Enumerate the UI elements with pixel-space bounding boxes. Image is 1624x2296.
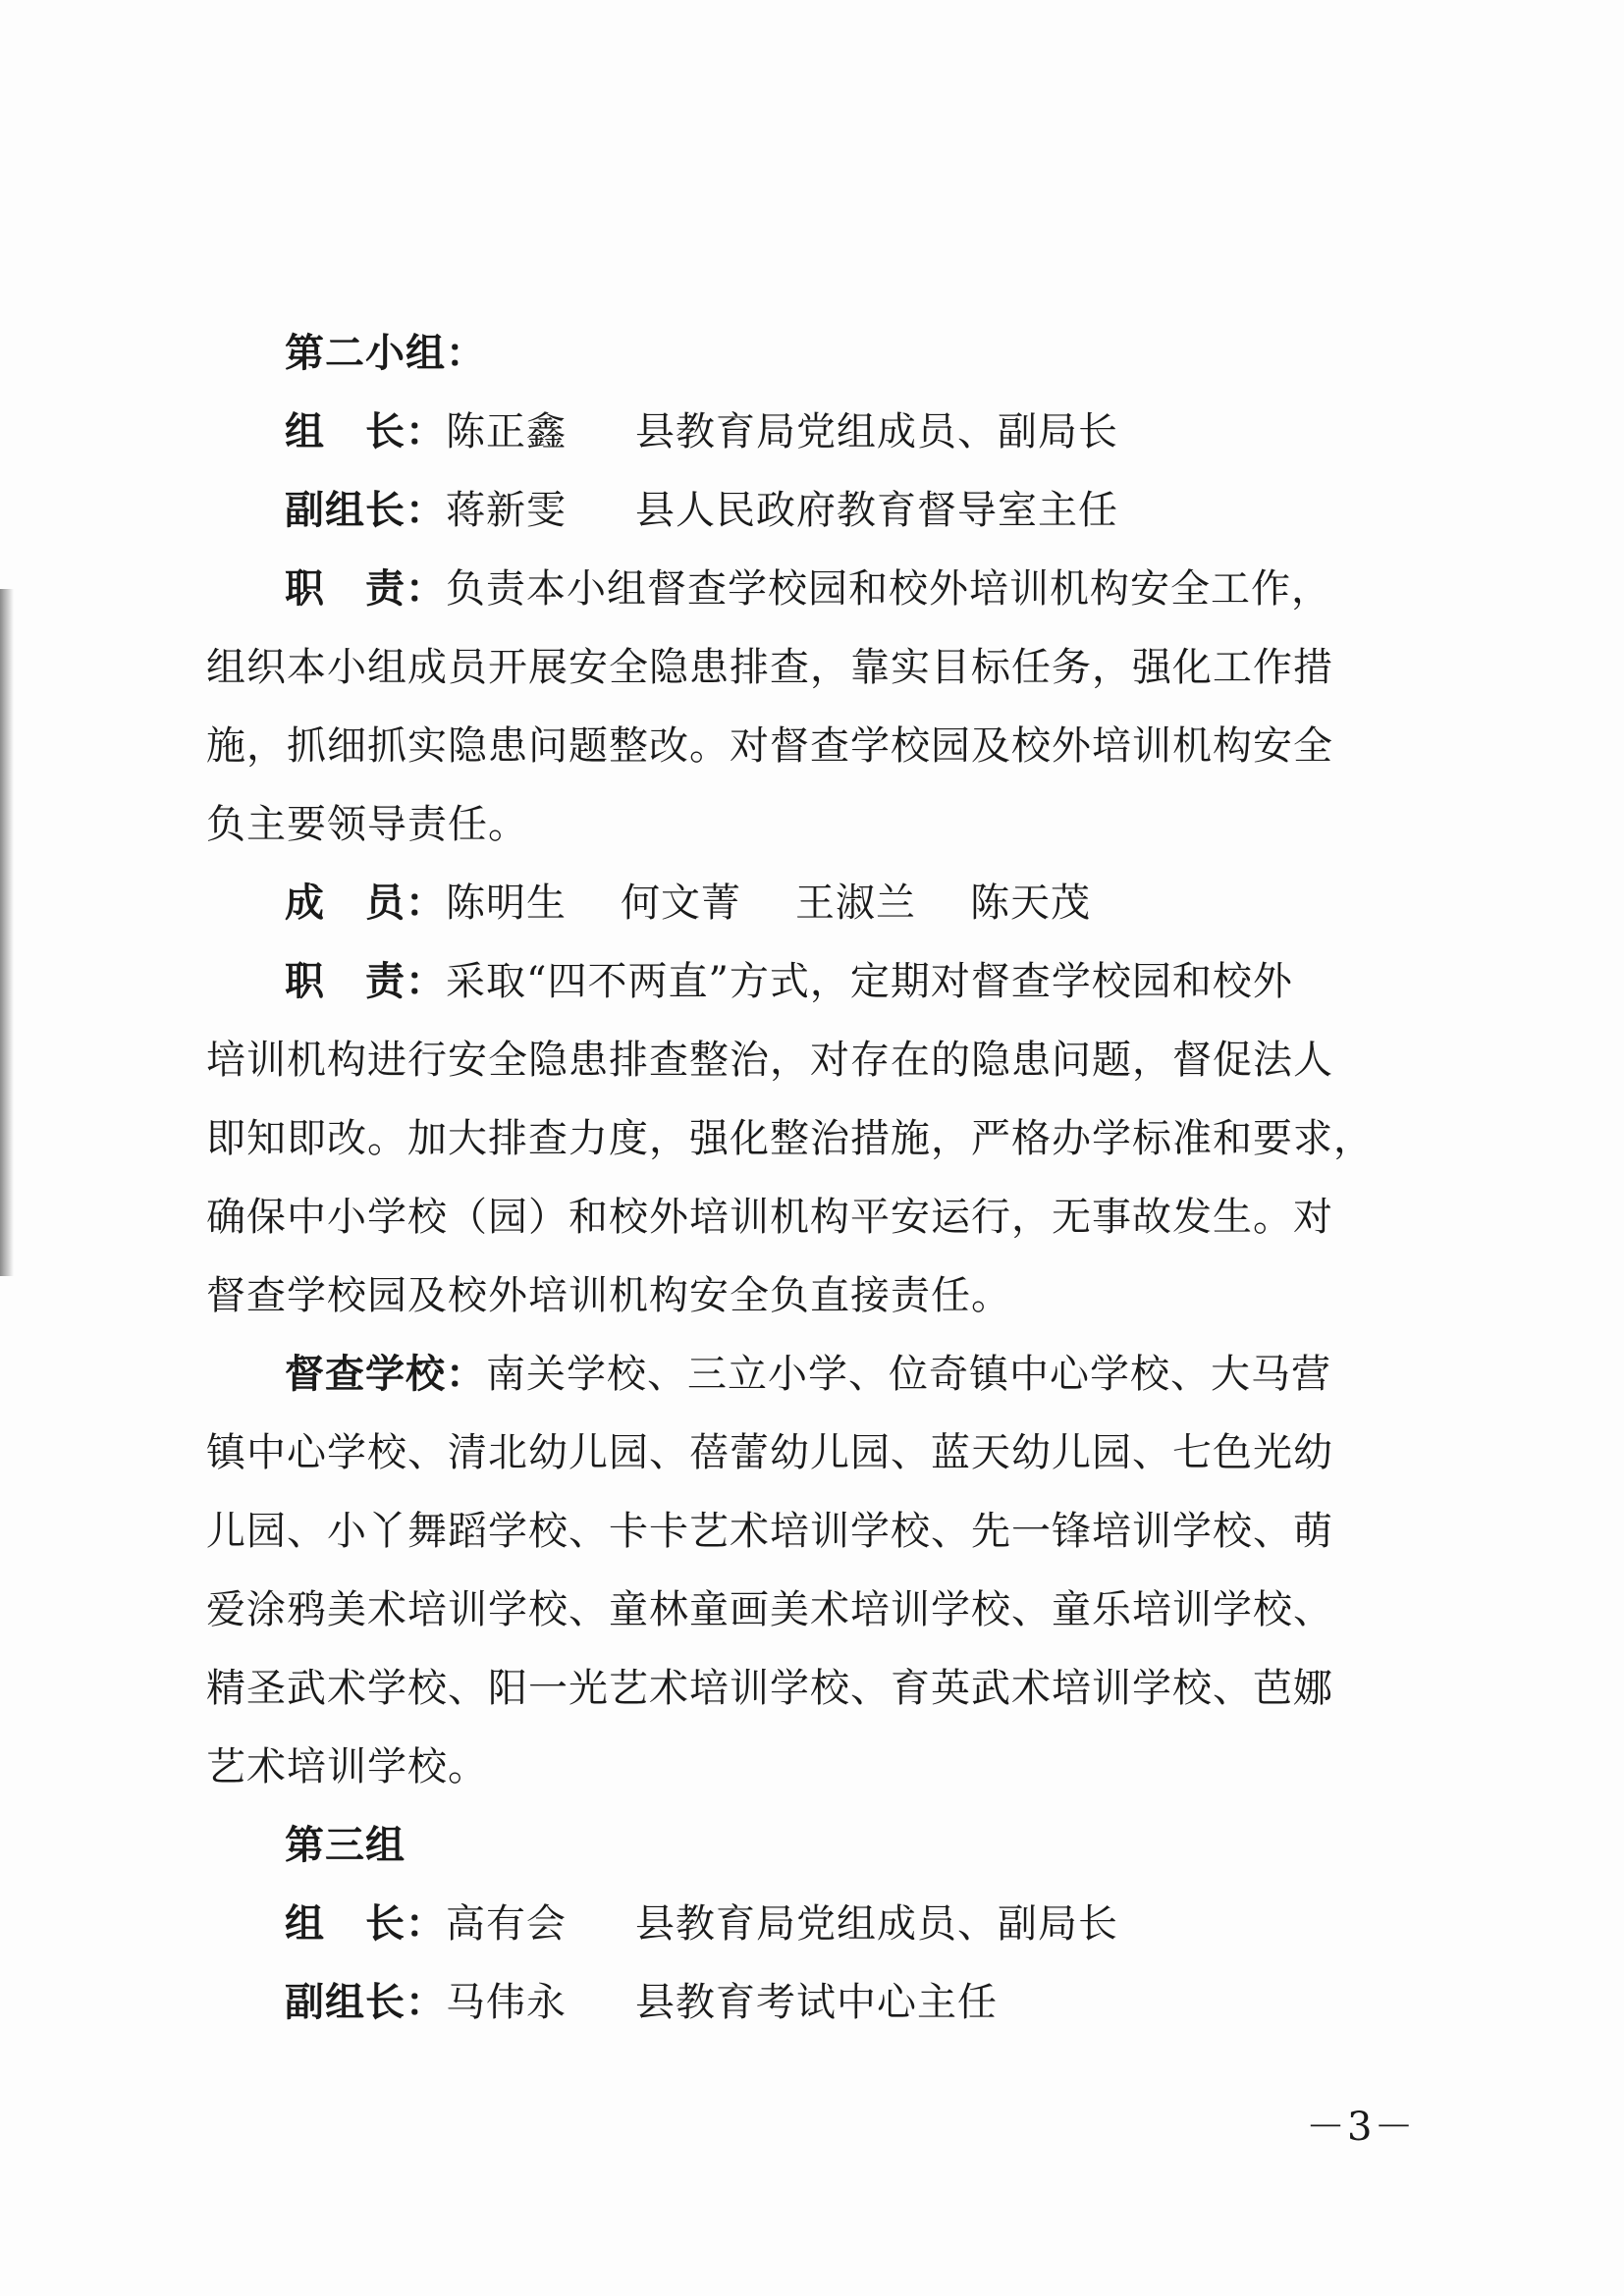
group2-duty2-line-2: 培训机构进行安全隐患排查整治，对存在的隐患问题，督促法人 bbox=[206, 1038, 1333, 1083]
group3-deputy-label: 副组长： bbox=[285, 1979, 446, 2025]
group2-deputy-name: 蒋新雯 bbox=[446, 488, 567, 533]
group3-title: 第三组 bbox=[285, 1822, 406, 1868]
group2-duty2-line-5: 督查学校园及校外培训机构安全负直接责任。 bbox=[206, 1273, 1011, 1318]
group2-duty2-line-4: 确保中小学校（园）和校外培训机构平安运行，无事故发生。对 bbox=[206, 1195, 1333, 1240]
group2-duty1-line-3: 施，抓细抓实隐患问题整改。对督查学校园及校外培训机构安全 bbox=[206, 723, 1333, 769]
group2-schools-line-4: 爱涂鸦美术培训学校、童林童画美术培训学校、童乐培训学校、 bbox=[206, 1587, 1333, 1632]
group2-schools-line-2: 镇中心学校、清北幼儿园、蓓蕾幼儿园、蓝天幼儿园、七色光幼 bbox=[206, 1430, 1333, 1475]
group2-leader-name: 陈正鑫 bbox=[446, 409, 567, 454]
group2-leader-title: 县教育局党组成员、副局长 bbox=[635, 409, 1118, 454]
document-body bbox=[206, 314, 1409, 2042]
group2-deputy-title: 县人民政府教育督导室主任 bbox=[635, 488, 1118, 533]
group2-duty1-text-1: 负责本小组督查学校园和校外培训机构安全工作， bbox=[446, 566, 1331, 612]
group2-leader-label: 组 长： bbox=[285, 408, 446, 454]
group2-deputy-label: 副组长： bbox=[285, 487, 446, 533]
group3-deputy-name: 马伟永 bbox=[446, 1980, 567, 2025]
group3-leader-title: 县教育局党组成员、副局长 bbox=[635, 1901, 1118, 1947]
group2-schools-line-1 bbox=[206, 1335, 1409, 1414]
group2-member-2: 何文菁 bbox=[621, 881, 741, 926]
group2-deputy-line bbox=[206, 471, 1409, 550]
group2-duty2-line-3: 即知即改。加大排查力度，强化整治措施，严格办学标准和要求， bbox=[206, 1116, 1374, 1161]
group3-leader-line bbox=[206, 1885, 1409, 1963]
group2-schools-line-5: 精圣武术学校、阳一光艺术培训学校、育英武术培训学校、芭娜 bbox=[206, 1666, 1333, 1711]
group2-duty1-line-4: 负主要领导责任。 bbox=[206, 802, 528, 847]
group2-member-3: 王淑兰 bbox=[795, 881, 916, 926]
scan-edge-shadow bbox=[0, 589, 14, 1276]
group2-member-1: 陈明生 bbox=[446, 881, 567, 926]
group2-schools-line-6: 艺术培训学校。 bbox=[206, 1744, 488, 1789]
group2-members-line bbox=[206, 864, 1409, 942]
group2-members-label: 成 员： bbox=[285, 880, 446, 926]
group2-duty2-line-1 bbox=[206, 942, 1409, 1021]
group2-title: 第二小组： bbox=[285, 330, 486, 376]
group3-leader-name: 高有会 bbox=[446, 1901, 567, 1947]
page-number: －3－ bbox=[1306, 2105, 1416, 2150]
group2-member-4: 陈天茂 bbox=[970, 881, 1091, 926]
group3-deputy-line bbox=[206, 1963, 1409, 2042]
group2-duty2-text-1: 采取“四不两直”方式，定期对督查学校园和校外 bbox=[446, 959, 1293, 1004]
group2-duty1-line-2: 组织本小组成员开展安全隐患排查，靠实目标任务，强化工作措 bbox=[206, 645, 1333, 690]
group2-schools-line-3: 儿园、小丫舞蹈学校、卡卡艺术培训学校、先一锋培训学校、萌 bbox=[206, 1509, 1333, 1554]
group2-leader-line bbox=[206, 393, 1409, 471]
group3-leader-label: 组 长： bbox=[285, 1900, 446, 1947]
group2-schools-text-1: 南关学校、三立小学、位奇镇中心学校、大马营 bbox=[486, 1352, 1331, 1397]
group2-schools-label: 督查学校： bbox=[285, 1351, 486, 1397]
group2-duty1-line-1 bbox=[206, 550, 1409, 628]
group2-duty1-label: 职 责： bbox=[285, 565, 446, 612]
group2-duty2-label: 职 责： bbox=[285, 958, 446, 1004]
group3-deputy-title: 县教育考试中心主任 bbox=[635, 1980, 998, 2025]
